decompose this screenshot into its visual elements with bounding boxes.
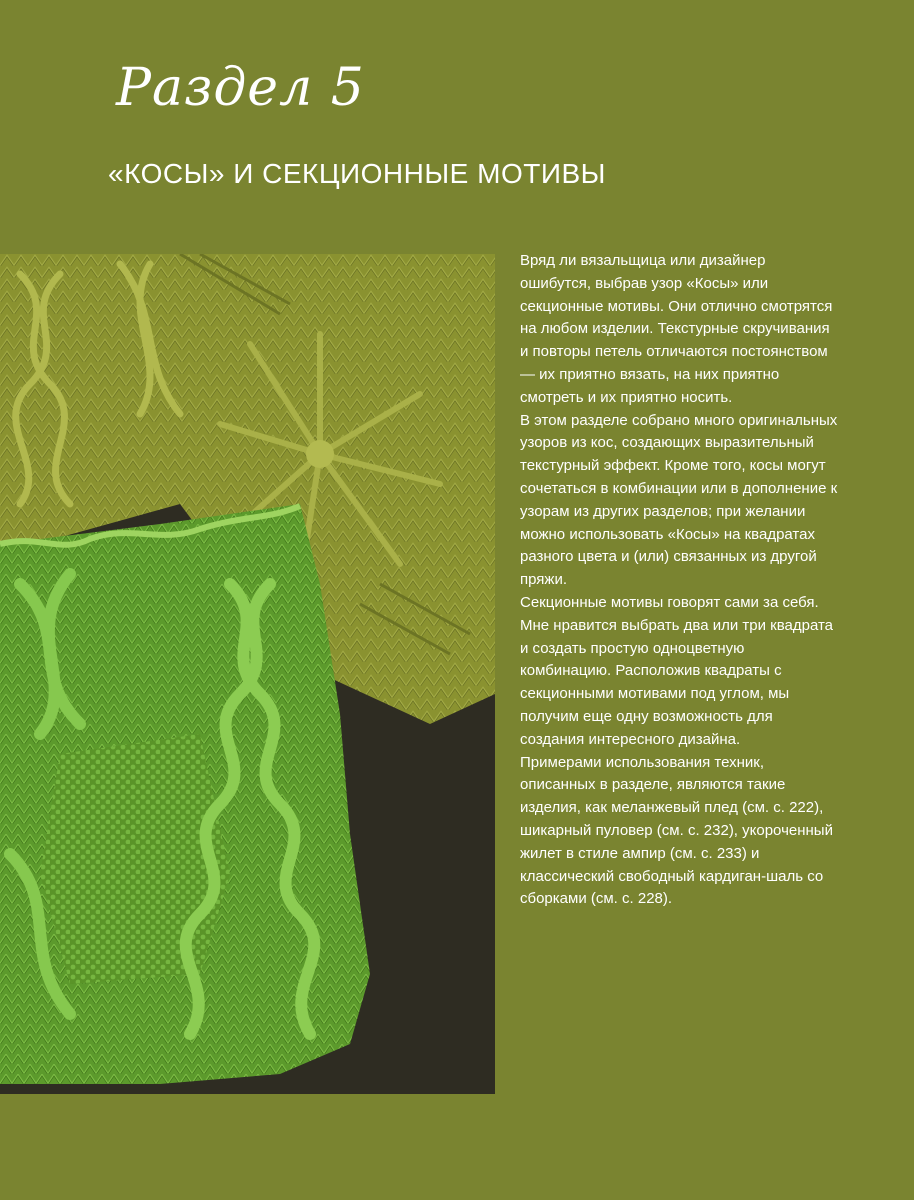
paragraph-intro: Вряд ли вязальщица или дизайнер ошибутся, выбрав узор «Косы» или секционные мотивы. Они отлично смотрятся на любом изделии. Текстурные скручивания и повторы петель отличаются постоянством — их приятно вязать, на них приятно смотреть и их приятно носить. — [520, 252, 833, 406]
paragraph-section-motifs: Секционные мотивы говорят сами за себя. Мне нравится выбрать два или три квадрата и создать простую одноцветную комбинацию. Расположив квадраты с секционными мотивами под углом, мы получим еще одну возможность для создания интересного дизайна. — [520, 593, 834, 748]
section-label: Раздел 5 — [116, 58, 365, 118]
paragraph-examples: Примерами использования техник, описанных в разделе, являются такие изделия, как меланжевый плед (см. с. 222), шикарный пуловер (см. с. 232), укороченный жилет в стиле ампир (см. с. 233) и классический свободный кардиган-шаль со сборками (см. с. 228). — [520, 753, 833, 908]
section-title: «КОСЫ» И СЕКЦИОННЫЕ МОТИВЫ — [108, 158, 606, 189]
paragraph-cables: В этом разделе собрано много оригинальных узоров из кос, создающих выразительный текстурный эффект. Кроме того, косы могут сочетаться в комбинации или в дополнение к узорам из других разделов; при желании можно использовать «Косы» на квадратах разного цвета и (или) связанных из другой пряжи. — [520, 411, 838, 589]
green-cable-swatch — [0, 504, 370, 1084]
knitted-swatches-photo — [0, 254, 495, 1094]
body-text — [520, 250, 838, 911]
